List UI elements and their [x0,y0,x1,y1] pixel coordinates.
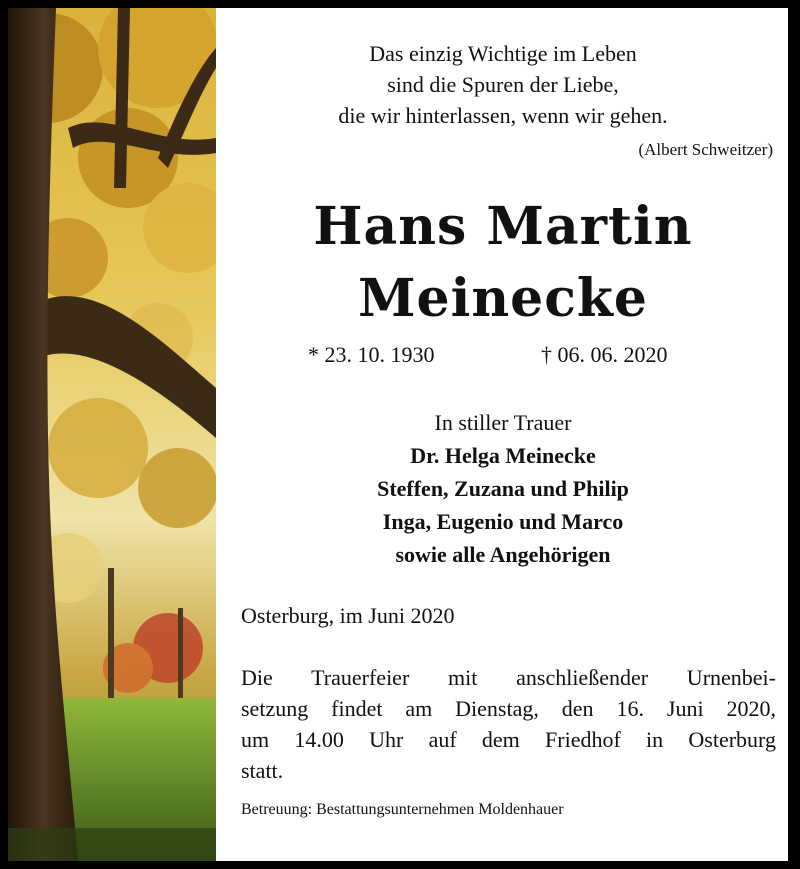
quote-line: sind die Spuren der Liebe, [387,72,619,97]
ceremony-notice [241,662,776,786]
birth-date: * 23. 10. 1930 [308,342,435,367]
name-line-2: Meinecke [357,268,649,329]
mourner-line: Inga, Eugenio und Marco [382,509,624,534]
autumn-tree-photo [8,8,216,861]
mourners-block [223,406,783,571]
place-date: Osterburg, im Juni 2020 [241,603,455,628]
funeral-home-credit: Betreuung: Bestattungsunternehmen Moldenhauer [241,801,564,818]
deceased-name [223,191,783,335]
quote-line: die wir hinterlassen, wenn wir gehen. [338,103,668,128]
mourner-line: Steffen, Zuzana und Philip [377,476,629,501]
ceremony-line: setzung findet am Dienstag, den 16. Juni 2020, [241,696,776,721]
mourner-line: Dr. Helga Meinecke [410,443,596,468]
ceremony-line: statt. [241,758,284,783]
death-date: † 06. 06. 2020 [541,342,668,367]
obituary-text [223,8,783,861]
mourning-intro: In stiller Trauer [434,410,572,435]
quote [223,38,783,131]
mourner-line: sowie alle Angehörigen [395,542,611,567]
ceremony-line: um 14.00 Uhr auf dem Friedhof in Osterburg [241,727,776,752]
ceremony-line: Die Trauerfeier mit anschließender Urnenbei- [241,665,776,690]
name-line-1: Hans Martin [313,196,693,257]
obituary-card [8,8,788,861]
quote-author: (Albert Schweitzer) [638,140,773,159]
quote-line: Das einzig Wichtige im Leben [369,41,637,66]
